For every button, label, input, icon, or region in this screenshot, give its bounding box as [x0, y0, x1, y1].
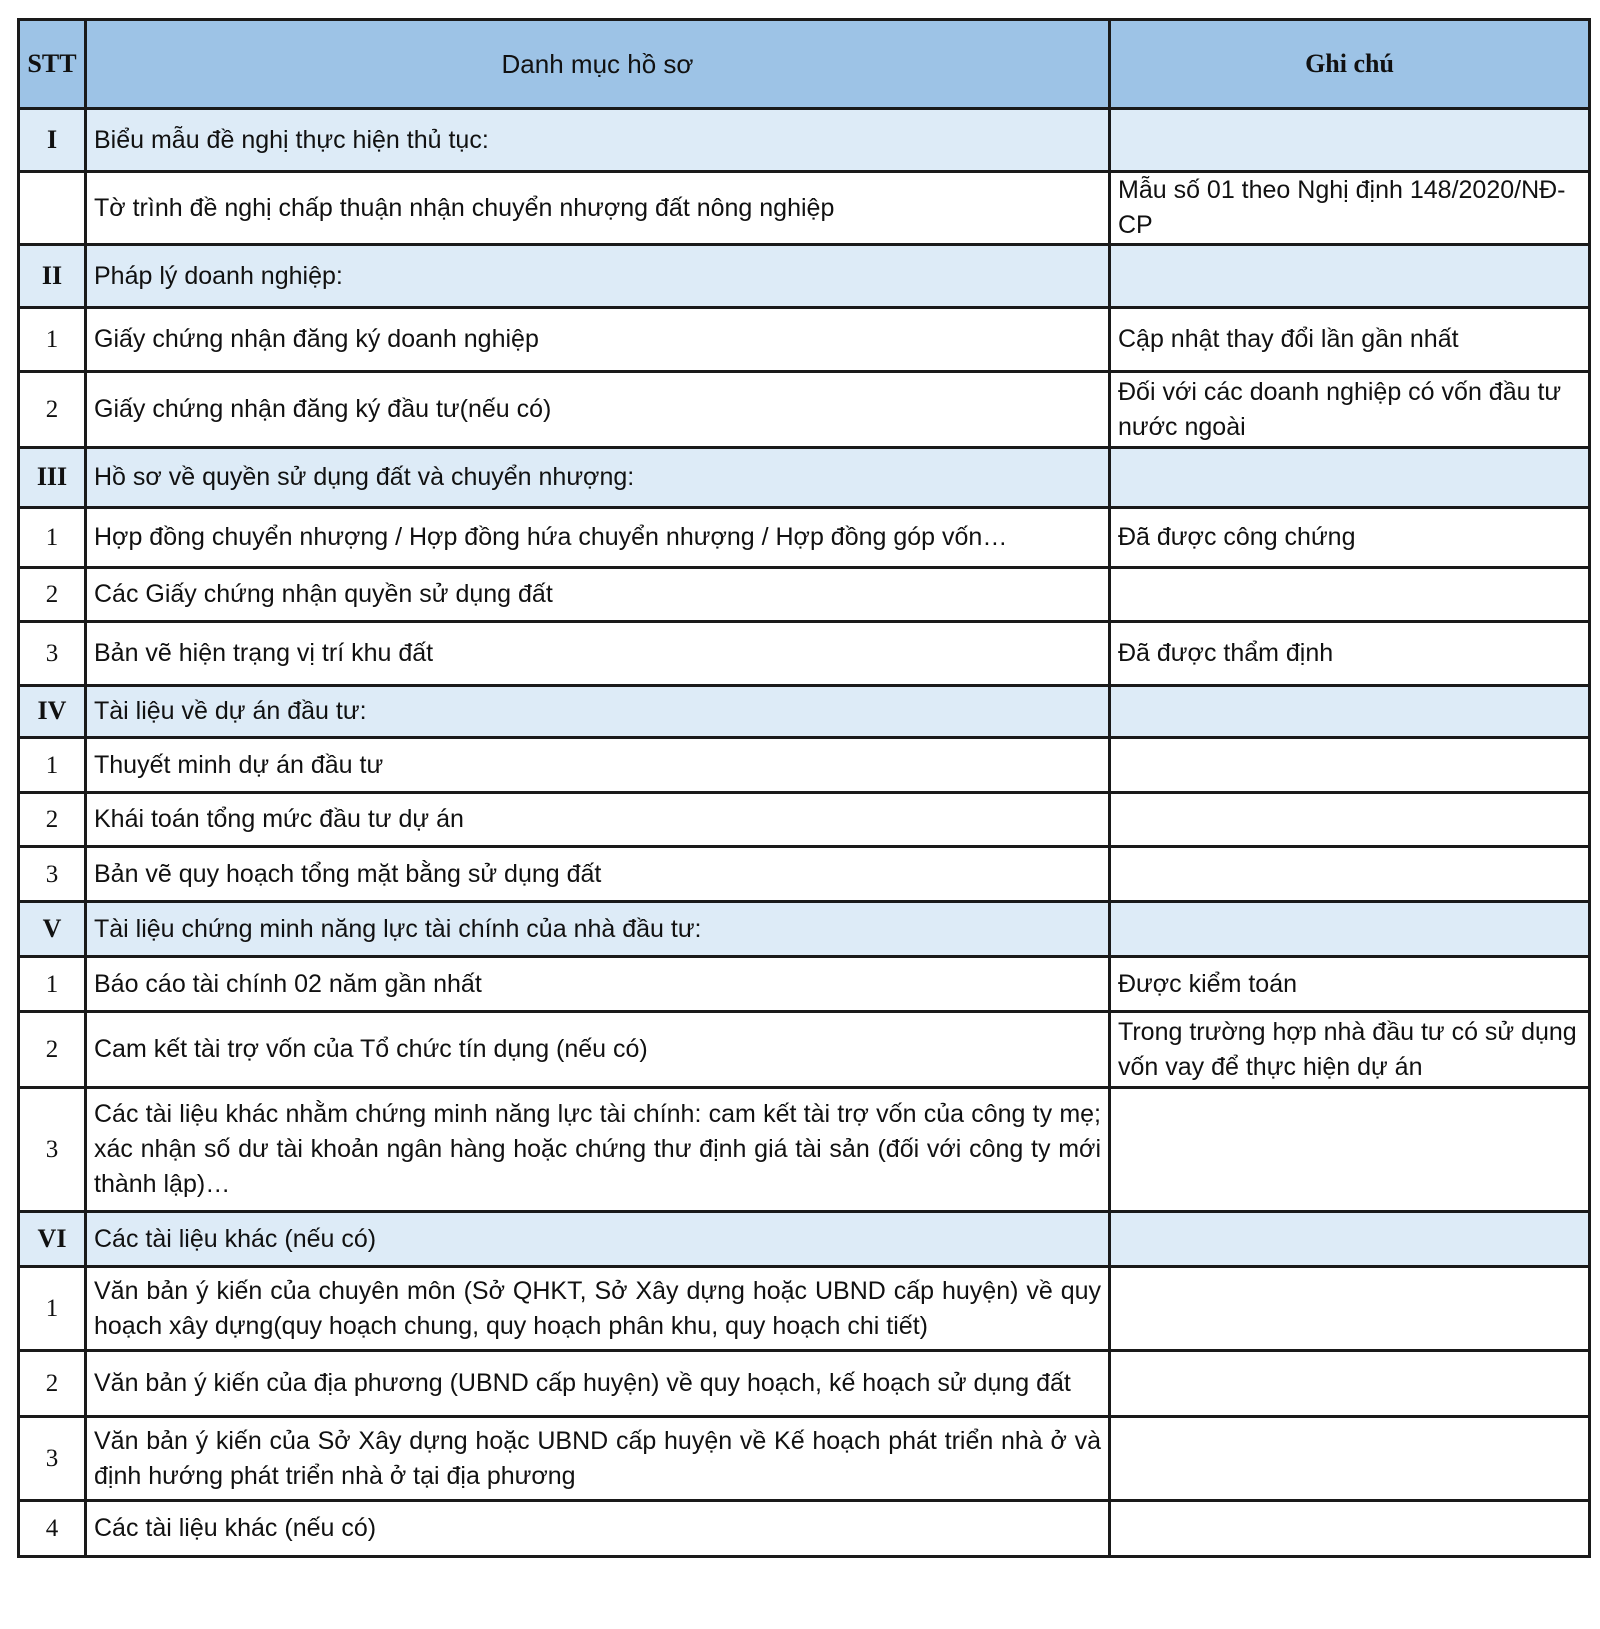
row-stt: 2	[19, 1012, 86, 1088]
section-title: Pháp lý doanh nghiệp:	[86, 245, 1110, 308]
document-name: Giấy chứng nhận đăng ký đầu tư(nếu có)	[86, 372, 1110, 448]
document-name: Các tài liệu khác nhằm chứng minh năng lực tài chính: cam kết tài trợ vốn của công ty mẹ; xác nhận số dư tài khoản ngân hàng hoặc chứng thư định giá tài sản (đối với công ty mới thành lập)…	[86, 1088, 1110, 1212]
row-stt: IV	[19, 686, 86, 738]
document-name: Bản vẽ hiện trạng vị trí khu đất	[86, 622, 1110, 686]
section-title: Tài liệu chứng minh năng lực tài chính của nhà đầu tư:	[86, 902, 1110, 957]
table-row	[19, 957, 1590, 1012]
row-note	[1110, 847, 1590, 902]
row-stt: 2	[19, 1351, 86, 1417]
document-name: Tờ trình đề nghị chấp thuận nhận chuyển nhượng đất nông nghiệp	[86, 172, 1110, 245]
row-note	[1110, 1351, 1590, 1417]
row-note: Cập nhật thay đổi lần gần nhất	[1110, 308, 1590, 372]
row-note	[1110, 902, 1590, 957]
row-note	[1110, 1267, 1590, 1351]
row-stt: V	[19, 902, 86, 957]
document-name: Văn bản ý kiến của Sở Xây dựng hoặc UBND cấp huyện về Kế hoạch phát triển nhà ở và định hướng phát triển nhà ở tại địa phương	[86, 1417, 1110, 1501]
table-header	[19, 20, 1590, 109]
row-note	[1110, 1212, 1590, 1267]
document-name: Cam kết tài trợ vốn của Tổ chức tín dụng (nếu có)	[86, 1012, 1110, 1088]
header-note: Ghi chú	[1110, 20, 1590, 109]
row-stt: 1	[19, 738, 86, 793]
section-title: Biểu mẫu đề nghị thực hiện thủ tục:	[86, 109, 1110, 172]
row-note	[1110, 109, 1590, 172]
row-stt: 4	[19, 1501, 86, 1557]
row-stt: III	[19, 448, 86, 508]
row-stt: I	[19, 109, 86, 172]
row-note	[1110, 448, 1590, 508]
document-name: Báo cáo tài chính 02 năm gần nhất	[86, 957, 1110, 1012]
section-title: Hồ sơ về quyền sử dụng đất và chuyển nhượng:	[86, 448, 1110, 508]
document-name: Văn bản ý kiến của chuyên môn (Sở QHKT, Sở Xây dựng hoặc UBND cấp huyện) về quy hoạch xây dựng(quy hoạch chung, quy hoạch phân khu, quy hoạch chi tiết)	[86, 1267, 1110, 1351]
table-row	[19, 847, 1590, 902]
row-stt: 2	[19, 793, 86, 847]
row-stt: 3	[19, 622, 86, 686]
table-row	[19, 738, 1590, 793]
row-note: Trong trường hợp nhà đầu tư có sử dụng vốn vay để thực hiện dự án	[1110, 1012, 1590, 1088]
header-name: Danh mục hồ sơ	[86, 20, 1110, 109]
table-row	[19, 1088, 1590, 1212]
row-stt: 3	[19, 847, 86, 902]
row-note	[1110, 245, 1590, 308]
document-name: Các Giấy chứng nhận quyền sử dụng đất	[86, 568, 1110, 622]
row-note	[1110, 793, 1590, 847]
document-name: Giấy chứng nhận đăng ký doanh nghiệp	[86, 308, 1110, 372]
row-stt: VI	[19, 1212, 86, 1267]
document-table	[17, 18, 1591, 1558]
section-row	[19, 109, 1590, 172]
document-name: Bản vẽ quy hoạch tổng mặt bằng sử dụng đất	[86, 847, 1110, 902]
table-row	[19, 622, 1590, 686]
header-stt: STT	[19, 20, 86, 109]
row-stt: 2	[19, 568, 86, 622]
table-row	[19, 1417, 1590, 1501]
row-stt: 1	[19, 308, 86, 372]
section-row	[19, 245, 1590, 308]
row-stt: 1	[19, 508, 86, 568]
row-note: Đã được công chứng	[1110, 508, 1590, 568]
table-row	[19, 172, 1590, 245]
row-stt: 1	[19, 957, 86, 1012]
table-row	[19, 1501, 1590, 1557]
row-note	[1110, 1088, 1590, 1212]
row-note	[1110, 686, 1590, 738]
section-title: Các tài liệu khác (nếu có)	[86, 1212, 1110, 1267]
row-note	[1110, 738, 1590, 793]
table-body	[19, 109, 1590, 1557]
table-row	[19, 308, 1590, 372]
row-note	[1110, 568, 1590, 622]
table-row	[19, 372, 1590, 448]
row-note: Đối với các doanh nghiệp có vốn đầu tư nước ngoài	[1110, 372, 1590, 448]
row-stt	[19, 172, 86, 245]
row-note: Đã được thẩm định	[1110, 622, 1590, 686]
table-row	[19, 1351, 1590, 1417]
table-row	[19, 568, 1590, 622]
document-name: Hợp đồng chuyển nhượng / Hợp đồng hứa chuyển nhượng / Hợp đồng góp vốn…	[86, 508, 1110, 568]
row-stt: 3	[19, 1088, 86, 1212]
section-row	[19, 448, 1590, 508]
row-stt: II	[19, 245, 86, 308]
row-note: Mẫu số 01 theo Nghị định 148/2020/NĐ-CP	[1110, 172, 1590, 245]
section-row	[19, 902, 1590, 957]
table-row	[19, 508, 1590, 568]
row-stt: 2	[19, 372, 86, 448]
row-note: Được kiểm toán	[1110, 957, 1590, 1012]
table-row	[19, 1012, 1590, 1088]
row-stt: 3	[19, 1417, 86, 1501]
row-stt: 1	[19, 1267, 86, 1351]
row-note	[1110, 1501, 1590, 1557]
table-row	[19, 793, 1590, 847]
table-row	[19, 1267, 1590, 1351]
document-name: Thuyết minh dự án đầu tư	[86, 738, 1110, 793]
document-name: Các tài liệu khác (nếu có)	[86, 1501, 1110, 1557]
row-note	[1110, 1417, 1590, 1501]
section-title: Tài liệu về dự án đầu tư:	[86, 686, 1110, 738]
document-name: Văn bản ý kiến của địa phương (UBND cấp huyện) về quy hoạch, kế hoạch sử dụng đất	[86, 1351, 1110, 1417]
section-row	[19, 686, 1590, 738]
section-row	[19, 1212, 1590, 1267]
document-name: Khái toán tổng mức đầu tư dự án	[86, 793, 1110, 847]
